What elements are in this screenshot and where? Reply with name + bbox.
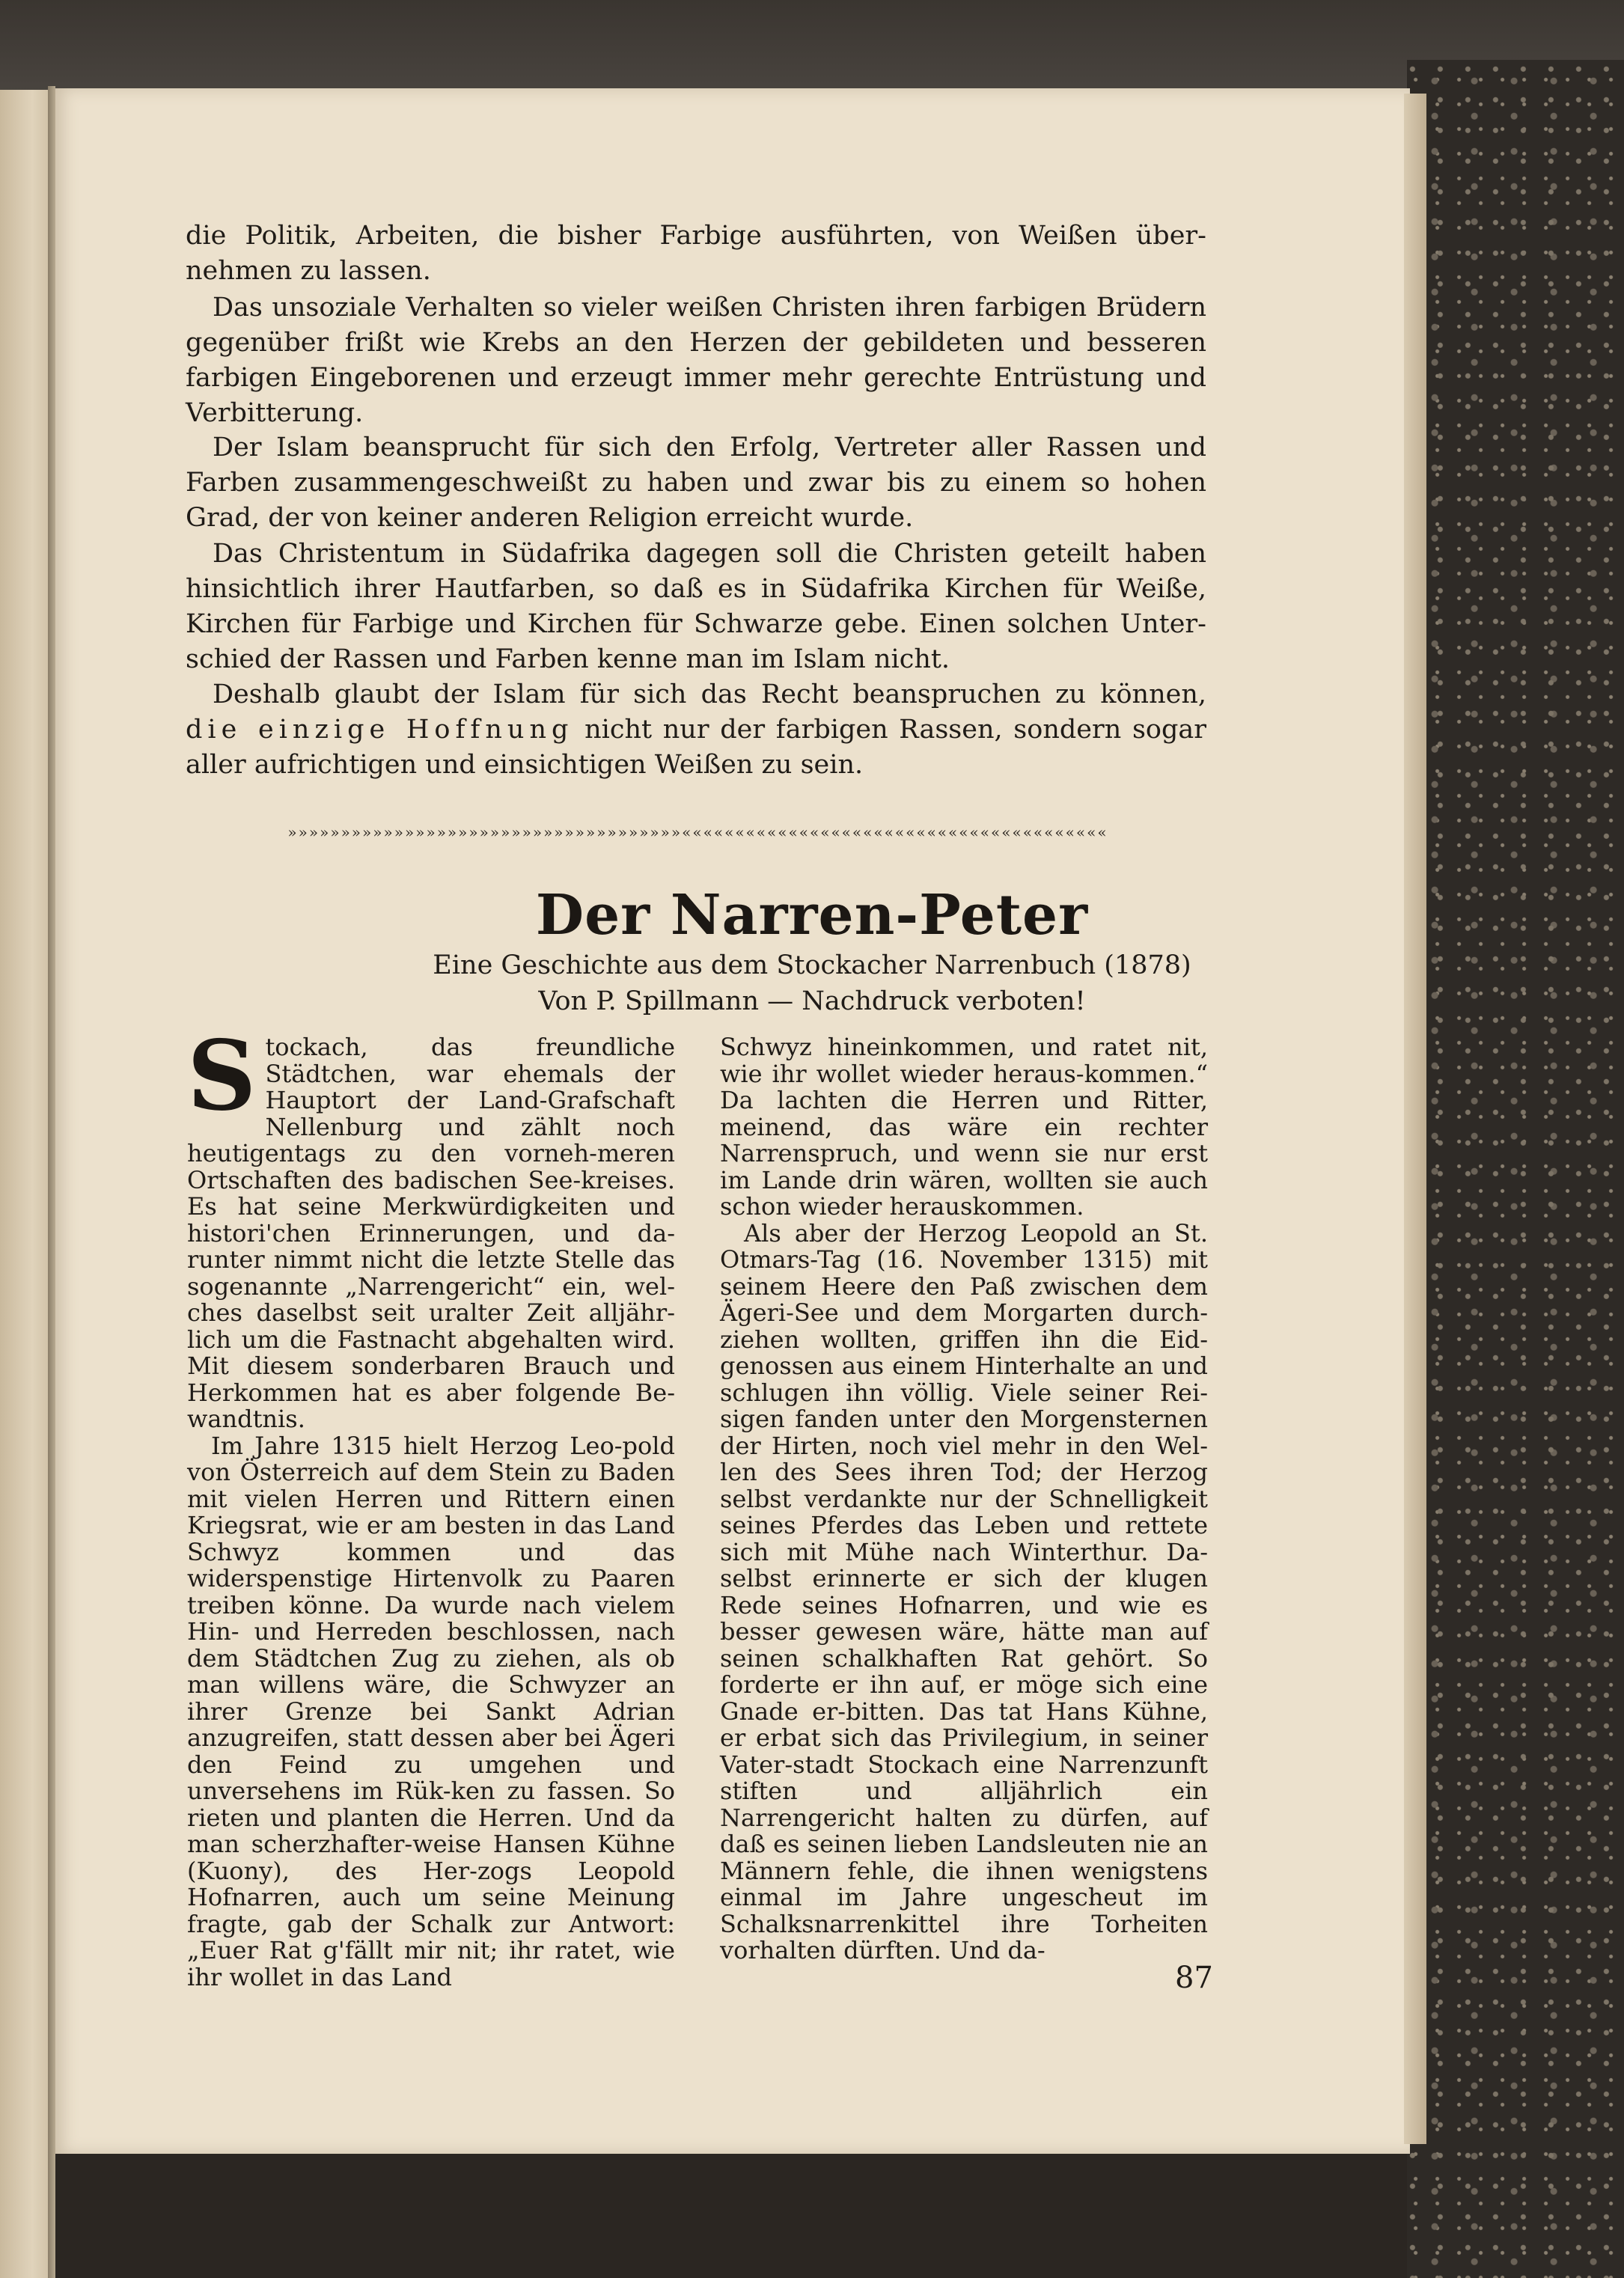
right-paragraph-2: Als aber der Herzog Leopold an St. Otmars-Tag (16. November 1315) mit seinem Heere den Paß zwischen dem Ägeri-See und dem Morgarten durch-ziehen wollten, griffen ihn die Eid-genossen aus einem Hinterhalte an und schlugen ihn völlig. Viele seiner Rei-sigen fanden unter den Morgensternen der Hirten, noch viel mehr in den Wel-len des Sees ihren Tod; der Herzog selbst verdankte nur der Schnelligkeit seines Pferdes das Leben und rettete sich mit Mühe nach Winterthur. Da-selbst erinnerte er sich der klugen Rede seines Hofnarren, und wie es besser gewesen wäre, hätte man auf seinen schalkhaften Rat gehört. So forderte er ihn auf, er möge sich eine Gnade er-bitten. Das tat Hans Kühne, er erbat sich das Privilegium, in seiner Vater-stadt Stockach eine Narrenzunft stiften und alljährlich ein Narrengericht halten zu dürfen, auf daß es seinen lieben Landsleuten nie an Männern fehle, die ihnen wenigstens einmal im Jahre ungescheut im Schalksnarrenkittel ihre Torheiten vorhalten dürften. Und da-: [720, 1218, 1209, 1964]
book-cover: [1407, 60, 1624, 2278]
paragraph-5: [186, 677, 1206, 783]
paragraph-3: Der Islam beansprucht für sich den Erfolg, Vertreter aller Rassen und Farben zusammengeschweißt zu haben und zwar bis zu einem so hohen Grad, der von keiner anderen Religion erreicht wurde.: [186, 433, 1206, 533]
right-paragraph-1: Schwyz hineinkommen, und ratet nit, wie ihr wollet wieder heraus-kommen.“ Da lachten die Herren und Ritter, meinend, das wäre ein rechter Narrenspruch, und wenn sie nur erst im Lande drin wären, wollten sie auch schon wieder herauskommen.: [720, 1033, 1208, 1221]
right-column: [720, 1034, 1208, 1964]
ornamental-divider: »»»»»»»»»»»»»»»»»»»»»»»»»»»»»»»»»»»»»««««««««««««««««««««««««««««««««««««««««: [287, 823, 1108, 841]
left-paragraph-1: [187, 1020, 675, 1433]
book-gutter: [48, 86, 55, 2278]
page-number: 87: [1175, 1961, 1213, 1995]
book-top-edge: [0, 0, 1624, 97]
paragraph-1: die Politik, Arbeiten, die bisher Farbige ausführten, von Weißen über-nehmen zu lassen.: [186, 221, 1206, 286]
page-block-edge: [1404, 94, 1426, 2144]
article-byline: Von P. Spillmann — Nachdruck verboten!: [538, 986, 1086, 1016]
left-column: [187, 1020, 675, 1991]
paragraph-2: Das unsoziale Verhalten so vieler weißen Christen ihren farbigen Brüdern gegenüber frißt wie Krebs an den Herzen der gebildeten und besseren farbigen Eingeborenen und erzeugt immer mehr gerechte Entrüstung und Verbitterung.: [186, 293, 1206, 428]
paragraph-5-emphasis: die einzige Hoffnung: [186, 715, 574, 745]
paragraph-5-end: nicht nur der farbigen Rassen, sondern sogar aller aufrichtigen und einsichtigen Weißen zu sein.: [186, 715, 1206, 780]
paragraph-5-start: Deshalb glaubt der Islam für sich das Recht beanspruchen zu können,: [213, 680, 1206, 709]
article-subtitle: Eine Geschichte aus dem Stockacher Narrenbuch (1878): [433, 950, 1191, 980]
drop-cap: S: [187, 1020, 257, 1132]
facing-page-edge: [0, 90, 54, 2278]
paragraph-4: Das Christentum in Südafrika dagegen soll die Christen geteilt haben hinsichtlich ihrer Hautfarben, so daß es in Südafrika Kirchen für Weiße, Kirchen für Farbige und Kirchen für Schwarze gebe. Einen solchen Unter-schied der Rassen und Farben kenne man im Islam nicht.: [186, 539, 1206, 674]
left-paragraph-1-text: tockach, das freundliche Städtchen, war ehemals der Hauptort der Land-Grafschaft Nellenburg und zählt noch heutigentags zu den vorneh-meren Ortschaften des badischen See-kreises. Es hat seine Merkwürdigkeiten und histori'chen Erinnerungen, und da-runter nimmt nicht die letzte Stelle das sogenannte „Narrengericht“ ein, wel-ches daselbst seit uralter Zeit alljähr-lich um die Fastnacht abgehalten wird. Mit diesem sonderbaren Brauch und Herkommen hat es aber folgende Be-wandtnis.: [187, 1033, 675, 1433]
article-title: Der Narren-Peter: [535, 883, 1089, 947]
left-paragraph-2: Im Jahre 1315 hielt Herzog Leo-pold von Österreich auf dem Stein zu Baden mit vielen Herren und Rittern einen Kriegsrat, wie er am besten in das Land Schwyz kommen und das widerspenstige Hirtenvolk zu Paaren treiben könne. Da wurde nach vielem Hin- und Herreden beschlossen, nach dem Städtchen Zug zu ziehen, als ob man willens wäre, die Schwyzer an ihrer Grenze bei Sankt Adrian anzugreifen, statt dessen aber bei Ägeri den Feind zu umgehen und unversehens im Rük-ken zu fassen. So rieten und planten die Herren. Und da man scherzhafter-weise Hansen Kühne (Kuony), des Her-zogs Leopold Hofnarren, auch um seine Meinung fragte, gab der Schalk zur Antwort: „Euer Rat g'fällt mir nit; ihr ratet, wie ihr wollet in das Land: [187, 1431, 675, 1991]
